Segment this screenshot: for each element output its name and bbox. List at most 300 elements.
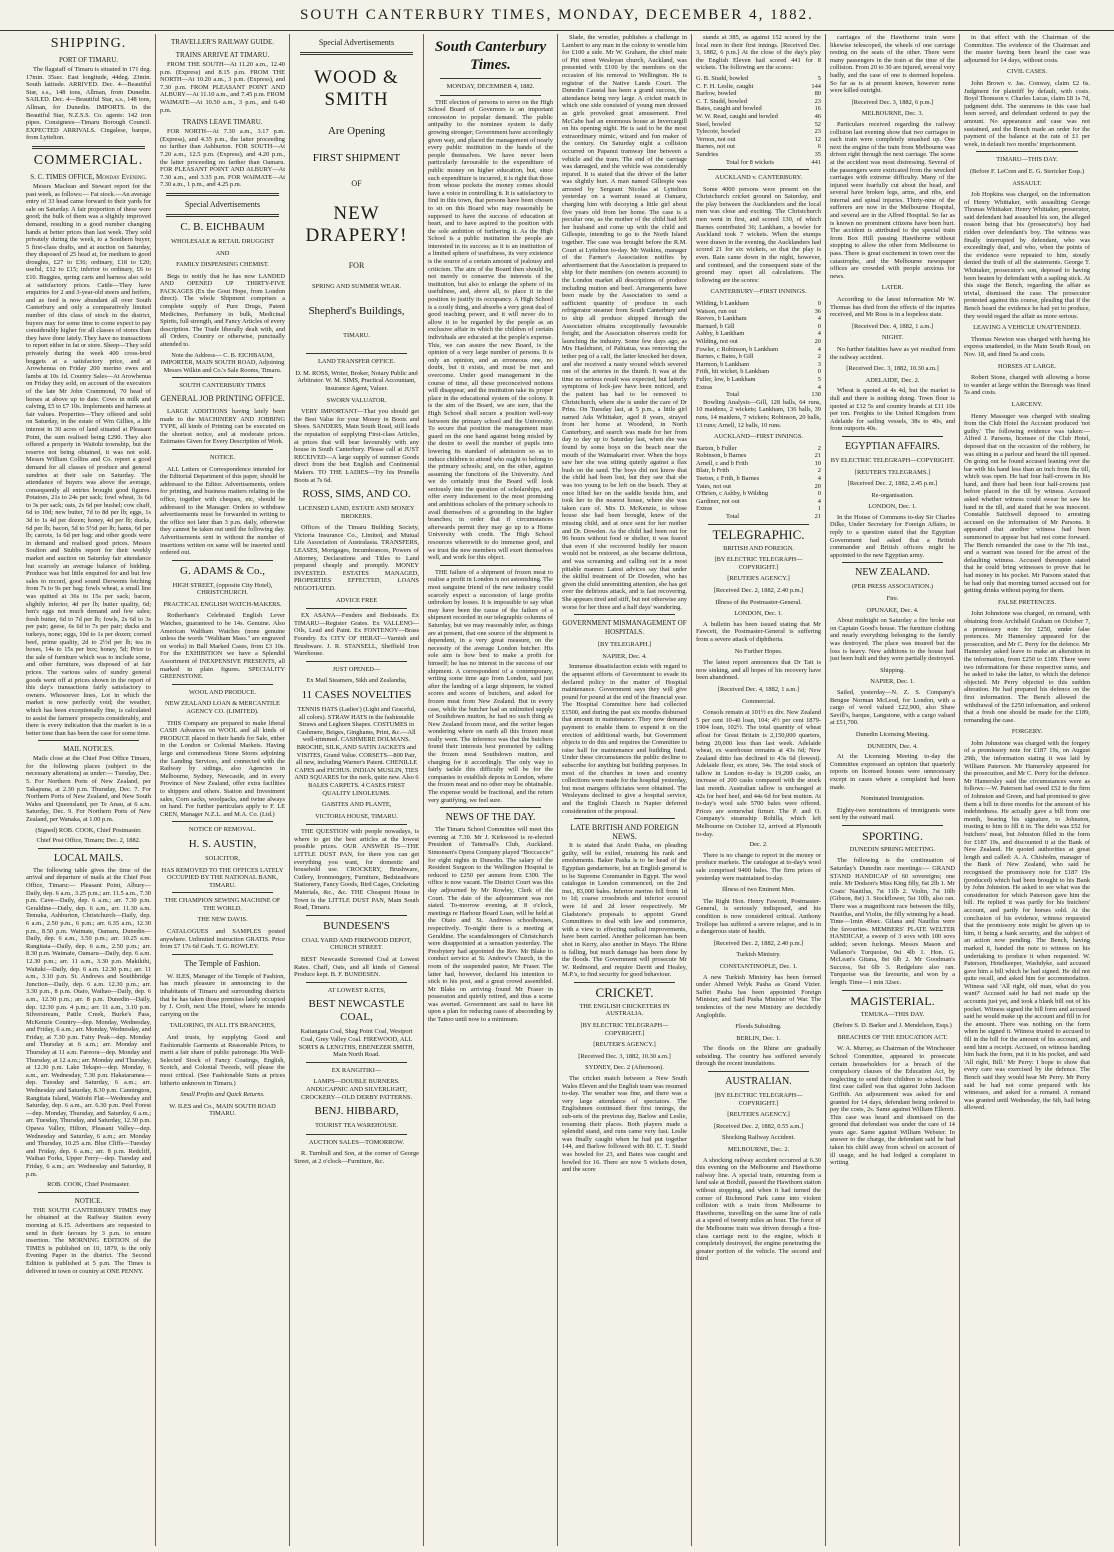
- advice-free: ADVICE FREE: [335, 596, 378, 604]
- sporting-heading: SPORTING.: [862, 828, 923, 843]
- column-2: [156, 34, 290, 1546]
- trains-arrive-text: FROM THE SOUTH—At 11.20 a.m., 12.40 p.m. (Express) and 8.15 p.m. FROM THE NORTH—At 10.20 a.m., 3 p.m. (Express), and 7.30 p.m. FROM PLEASANT POINT AND ALBURY—At 11.10 a.m., and 7.45 p.m. FROM WAIMATE—At 10.50 a.m., 3 p.m., and 6.40 p.m.: [160, 61, 285, 114]
- batsman-runs: 2: [817, 353, 821, 361]
- batsman-runs: 36: [814, 307, 821, 315]
- batsman-name: Fuller, low, b Lankham: [696, 375, 756, 383]
- batsman-name: Harmon, b Lankham: [696, 360, 750, 368]
- just-opened-sub: Ex Mail Steamers, Sikh and Zealandia,: [306, 677, 407, 685]
- ross-sims-text: Offices of the Timaru Building Society, Victoria Insurance Co., Limited, and Mutual Life Association of Australasia. TRANSFERS, LEASES, Mortgages, Incumbrances, Powers of Attorney, Declarations and Titles to Land prepared cheaply and promptly. MONEY INVESTED. ESTATES MANAGED, PROPERTIES EFFECTED, LOANS NEGOTIATED.: [294, 524, 419, 593]
- commercial-text: Messrs Maclean and Stewart report for the past week, as follows:— Fat stock.—An average entry of 33 head came forward to their yards for sale on Saturday. A fair proportion of these were good; the bulk of them was a slightly improved demand, resulting in a good number changing hands at better prices than last week. They sold privately during the week, to a Southern buyer, 5 first-class drafts, and at auction on Saturday, they disposed of 25 head at, for medium to good droughts, £27 to £36; ordinary, £18 to £20; useful, £12 to £15; inferior to ordinary, £6 to £10. Buggies, spring carts and harness also sold at satisfactory prices. Cattle—They have enquiries for 2 and 3-year-old steers and heifers, and as feed is now abundant all over South Canterbury and only a comparatively limited number of this class of stock in the district, buyers may for some time to come expect to pay considerably higher for all classes of stores than they have done lately. They have no transactions to report either in fat or store. Sheep—They sold privately during the week 400 cross-bred hoggets at a satisfactory price, and at Arowhenua on Friday 200 merino ewes and lambs at 10s 1d. Country Sales—At Arowhenua on Friday they sold, on account of the executors of the late Mr John Crammond, 70 head of horses at above up to date. Cows in milk and calving, £5 to £7 10s. Implements and harness at fair values. Properties—They offered and sold on Saturday, in the estate of Wm Gillies, a life interest in 30 acres of land situated at Pleasant Point, the sum realised being £290. They also offered a property in Waitohi township, but the reserve not being obtained, it was not sold. Messrs William Collins and Co. report a good demand for all classes of produce and general sundries at their sale on Saturday. The attendance of buyers was above the average, consequently all entries brought good figures. Potatoes, 21s to 24s per sack; fowl wheat, 3s 6d to 3s per sack; oats, 2s 6d per bushel; cow chaff, 6d to 10d; new butter, 7d to 8d per lb; eggs, 1s 3d to 1s 4d per dozen; honey, 4d per lb; ducks, 6d per lb; bacon, 5d to 5½d per lb; hams, 6d per lb; carrots, 1s 6d per bag; and other goods were in demand and realised good prices. Messrs Soulton and Stubbs report for their weekly market and auction on Saturday fair attendance but scarcely an average balance of bidding. Produce was but little enquired for and but few sales to record, good sound Derwents fetching from 7s to 9s per bag; fowls wheat, a small line was quitted at 36s to 15s per sack; bacon, slightly inferior, 4d per lb; butter quality, 6d; hen's eggs not much demand and few sales; fresh butter, 6d to 7d per lb; fowls, 2s 6d to 3s per pair; geese, 6s 6d to 7s per pair; ducks and turkeys, none; eggs, 10d to 1s per dozen; corned beef, prime quality, 2d to 2½d per lb; tea in boxes, 14s to 15s per box; honey, 5d; Prior to the sale of furniture which was to include some, and other furniture, was disposed of at fair prices. The various sales of sundry general goods went off at prices shown in the report of this day's transactions fairly satisfactory to owners. Whosoever lines, Lot in which the market is now perfectly void; the weather, which has been exceptionally fine, is calculated to assist the farmers' prospects considerably, and there is every indication that the market is in a better tone than has been the case for some time.: [26, 182, 151, 737]
- fire-text: About midnight on Saturday a fire broke out on Captain Good's house. The furniture clothing and nearly everything belonging to the family was destroyed. The place was insured but the loss is heavy. New additions to the house had just been built and they were partially destroyed.: [830, 617, 955, 663]
- batsman-runs: 4: [817, 330, 821, 338]
- batsman-name: Blair, b Frith: [696, 467, 729, 475]
- wood-smith-of: OF: [351, 179, 362, 188]
- notice-text: ALL Letters or Correspondence intended for the Editorial Department of this paper, should be addressed to the Editor. Advertisements, orders for printing, and business matters relating to the office, together with cheques, etc, should be addressed to the Manager. Orders to withdraw advertisements must be forwarded in writing to the office not later than 3 p.m. daily, otherwise they cannot be taken out until the following day. Advertisements sent in without the number of insertions written on same will be inserted until ordered out.: [160, 465, 285, 557]
- bowling-analysis: Bowling Analysis—Gill, 128 balls, 64 runs, 10 maidens, 2 wickets; Lankham, 136 balls, 39 runs, 14 maidens, 7 wickets; Robinson, 20 balls, 13 runs; Arnell, 12 balls, 10 runs.: [696, 398, 821, 429]
- egyptian-affairs-heading: EGYPTIAN AFFAIRS.: [845, 440, 940, 452]
- printing-subheading: GENERAL JOB PRINTING OFFICE.: [160, 394, 285, 403]
- divider: [172, 892, 273, 893]
- hospitals-text: Immense dissatisfaction exists with regard to the apparent efforts of Government to evade its declared policy in the matter of Hospital maintenance. Government says they will give pound for pound at the end of the financial year. The Hospital Committee here had collected £1500, and during the past six months disbursed that amount in maintenance. They now demand payment to enable them to expend it on the erection of additional wards, but Government objects to do this and requires the Committee to raise half for maintenance and building fund. Under these circumstances the public decline to subscribe for anything but building purposes. In most of the churches in town and country collections were made for the hospital yesterday, but most mangers officiates were obtained. The Wesleyans declined to give a hospital service, and the English Church in Napier deferred consideration of the proposal.: [562, 663, 687, 815]
- bundesen-sub: COAL YARD AND FIREWOOD DEPOT, CHURCH STREET.: [301, 936, 412, 952]
- batsman-runs: 2: [817, 467, 821, 475]
- score-row: [696, 361, 821, 369]
- fire-heading: Fire.: [886, 595, 899, 603]
- telegraphic-received: [Received Dec. 2, 1882, 2.40 p.m.]: [713, 587, 804, 594]
- divider: [166, 193, 279, 196]
- night-text: No further fatalities have as yet resulted from the railway accident.: [830, 345, 955, 361]
- licensing-text: At the Licensing Meeting to-day the Committee expressed an opinion that quarterly reports on licensed houses were unnecessary except in cases where a complaint had been made.: [830, 753, 955, 791]
- coal-text: Kaitangata Coal, Shag Point Coal, Westport Coal, Grey Valley Coal. FIREWOOD, ALL SORTS & LENGTHS, EBENEZER SMITH, Main North Road.: [298, 1028, 415, 1059]
- telegraphic-agency: [REUTER'S AGENCY.]: [727, 575, 790, 583]
- batsman-runs: 4: [817, 383, 821, 391]
- wood-smith-first: FIRST SHIPMENT: [312, 152, 401, 164]
- london-dateline: LONDON, Dec. 1.: [734, 610, 783, 618]
- late-news-text: It is stated that Arabi Pasha, on pleading guilty, will be exiled, retaining his rank and emoluments. Baker Pasha is to be head of the Egyptian gendarmerie, but an English general is to be Supreme Commander in Egypt. The wool catalogue in London commenced, on the 2nd inst., 83,000 bales. Inferior merino fell from 1d to 1d; coarse crossbreds and inferior scoured were 1d and 2d lower respectively. Mr Gladstone's proposals to appoint Grand Committees to deal with law and commerce, with a view to effecting radical improvements, have been carried. Another policeman has been shot in Kerry, also another in Mayo. The Rhine is falling, but much damage has been done by the floods. The Government will prosecute Mr W. Redmond, and require Davitt and Healey, M.P.'s, to find security for good behaviour.: [562, 842, 687, 979]
- divider: [306, 353, 407, 354]
- hibbard-sub: TOURIST TEA WAREHOUSE.: [315, 1122, 398, 1130]
- divider: [440, 565, 541, 566]
- austin-name: H. S. AUSTIN,: [188, 837, 257, 850]
- divider: [300, 52, 413, 55]
- total-value: 21: [814, 513, 821, 521]
- hibbard-name: BENJ. HIBBARD,: [314, 1105, 399, 1118]
- batsman-name: Extras: [696, 505, 713, 513]
- later-text: According to the latest information Mr W. Thomas has died from the effects of the injuries received, and Mr Ross is in a hopeless state.: [830, 296, 955, 319]
- divider: [172, 954, 273, 955]
- cricket-received: [Received Dec. 3, 1882, 10.30 a.m.]: [578, 1052, 671, 1060]
- stansell-text: EX ASANA—Fenders and Bedsteads. Ex TIMARU—Register Grates. Ex VALLENO—Oils, Lead and Paint. Ex FONTENOY—Brass Foundry. Ex CITY OF HERAT—Varnish and Brushware. J. R. STANSELL, Sheffield Iron Warehouse.: [294, 612, 419, 658]
- rangitiki-text: LAMPS—DOUBLE BURNERS. ANDUCAPNIC AND SILVERLIGHT, CROCKERY—OLD DERBY PATTERNS.: [300, 1078, 413, 1101]
- immigration-text: Eighty-two nominations of immigrants were sent by the outward mail.: [830, 806, 955, 822]
- wood-smith-name: WOOD & SMITH: [314, 67, 399, 110]
- assault-text: Job Hopkins was charged, on the information of Henry Whittaker, with assaulting George Thomas Whittaker. Henry Whittaker, prosecutor, said defendant had assaulted his son, the alleged reason being that his (prosecutor's) boy had ridden over defendant's boy. The witness was finally interrupted by defendant, who was exceedingly deaf, and who, when the points of the evidence were repeated to him, stoutly denied the truth of all the statements. George T. Whittaker, prosecutor's son, deposed to having been beaten by defendant with a sapling stick. At this stage the Bench, regarding the affair as trivial, dismissed the case. The prosecutor protested against this course, pleading that if the Bench heard the evidence he had yet to produce, they would regard the affair as more serious.: [964, 191, 1090, 320]
- vehicle-heading: LEAVING A VEHICLE UNATTENDED.: [973, 324, 1081, 332]
- hospitals-heading: GOVERNMENT MISMANAGEMENT OF HOSPITALS.: [562, 619, 687, 637]
- commercial-dateline: S. C. TIMES OFFICE, Monday Evening.: [30, 172, 147, 181]
- divider: [574, 614, 675, 615]
- australian-byline: [BY ELECTRIC TELEGRAPH—COPYRIGHT.]: [714, 1092, 803, 1107]
- local-mails-signature: ROB. COOK, Chief Postmaster.: [47, 1181, 130, 1189]
- sworn-valuator: SWORN VALUATOR.: [326, 396, 387, 404]
- melbourne-dateline: MELBOURNE, Dec. 2.: [727, 1146, 790, 1154]
- score-row: [696, 83, 821, 91]
- trains-leave-text: FOR NORTH—At 7.30 a.m., 3.17 p.m. (Express), and 4.35 p.m., the latter proceeding no farther than Ashburton. FOR SOUTH—At 7.20 a.m., 12.5 p.m. (Express), and 4.20 p.m., the latter proceeding no farther than Oamaru. FOR PLEASANT POINT AND ALBURY—At 7.30 a.m., and 3.35 p.m. FOR WAIMATE—At 7.30 a.m., 1 p.m., and 4.25 p.m.: [160, 128, 285, 189]
- batsman-runs: 0: [817, 300, 821, 307]
- score-row: [696, 353, 821, 361]
- leader-article: THE election of persons to serve on the High School Board of Governors is an important concession to popular demand. The public antipathy to the nominee system is daily growing stronger; Government have accordingly given way, and placed the management of nearly every public institution in the hands of the people themselves. We have never been particularly favourable to the expenditure of public money on higher education, but, since such expenditure is incurred, it is right that those from whose pockets the money comes should have a voice in controlling it. It is satisfactory to find in this town, that persons have been chosen to sit on this Board who may reasonably be supposed to have the success of education at heart, and to have aspired to the position with the sole ambition of furthering it. As the High School is a public institution the people are interested in its success; as it is an institution of a limited sphere of usefulness, its very existence is the source of a certain amount of jealousy and criticism. The aim of the Board then should be, not merely to conserve the interests of the institution, but also to enlarge the sphere of its usefulness, and, above all, to place it in the position to justify its occupancy. A High School is a costly thing, and absorbs a very great deal of good teaching power, and it will never do to allow it to be regarded by the people as an exclusive affair in which the children of certain individuals are educated at the people's expense. This, we can assure the new Board, is the opinion of a very large number of persons. It is only an opinion, and an erroneous one, no doubt, but it exists, and must be met and overcome. Under good management in the course of time, all these preconceived notions will disappear, and the institution take its proper place in the educational system of the colony. It is the aim of the Board, we are sure, that the High School shall secure a position well-way between the primary school and the University. To secure that position the management must guard on the one hand against being misled by the desire to swell the number of pupils into lowering its standard of admission so as to induce children to attend who ought to belong to the primary schools; and, on the other, against assuming the functions of the University. And we do certainly trust the Board will look seriously into the question of scholarships, and offer every inducement to the most promising and ambitious scholars of the primary schools to avail themselves of a grounding in the higher branches; in order that if circumstances afterwards permit they may go up to a Home University with credit. The High School resources wherewith to do immense good, and we trust the new members will exert themselves well, and work for this object.: [428, 98, 553, 562]
- english-total-row: [696, 159, 821, 167]
- divider: [172, 449, 273, 450]
- divider: [306, 1062, 407, 1063]
- batsman-runs: 4: [817, 315, 821, 323]
- score-row: [696, 323, 821, 331]
- score-row: [696, 384, 821, 392]
- divider: [32, 146, 145, 149]
- batsman-runs: 10: [814, 459, 821, 467]
- ross-sims-trade: LICENSED LAND, ESTATE AND MONEY BROKERS.: [298, 505, 415, 520]
- batsman-runs: 20: [814, 337, 821, 345]
- fashion-heading: The Temple of Fashion.: [184, 958, 261, 968]
- sewing-subheading: THE NEW DAVIS.: [197, 916, 248, 924]
- batsman-name: O'Brien, c Ashby, b Wilding: [696, 490, 769, 498]
- batsman-runs: 52: [814, 120, 821, 128]
- education-act-heading: BREACHES OF THE EDUCATION ACT.: [837, 1033, 948, 1041]
- horses-heading: HORSES AT LARGE.: [998, 362, 1056, 370]
- divider: [440, 78, 541, 79]
- divider: [842, 562, 943, 563]
- temuka-heading: TEMUKA—THIS DAY.: [860, 1010, 925, 1018]
- divider: [306, 608, 407, 609]
- press-association-byline: (PER PRESS ASSOCIATION.): [851, 583, 934, 591]
- opunake-dateline: OPUNAKE, Dec. 4.: [866, 606, 919, 614]
- egypt-byline: BY ELECTRIC TELEGRAPH—COPYRIGHT.: [830, 456, 955, 464]
- auckland-total-row: [696, 513, 821, 521]
- mail-office: Chief Post Office, Timaru; Dec. 2, 1882.: [36, 837, 141, 845]
- divider: [172, 377, 273, 378]
- score-row: [696, 136, 821, 144]
- batsman-name: Vernon, not out: [696, 135, 736, 143]
- hospitals-byline: [BY TELEGRAPH.]: [597, 641, 652, 649]
- paper-title: South Canterbury Times.: [434, 39, 547, 73]
- divider: [708, 1071, 809, 1072]
- canterbury-innings-heading: CANTERBURY—FIRST INNINGS.: [710, 288, 807, 296]
- adams-text: Rotherham's Celebrated English Lever Watches, guaranteed to be 14s. Genuine. Also American Waltham Watches (none genuine unless the words "Waltham Mass." are engraved on works) in Ball Marked Cases, from £3 10s. For the EXHIBITION we have a Splendid Assortment of INEXPENSIVE PRESENTS, all marked in plain figures. SPECIALITY GREENSTONE.: [160, 612, 285, 681]
- fashion-text-2: And trusts, by supplying Good and Fashionable Garments at Reasonable Prices, to merit a fair share of public patronage. His Well-Selected Stock of Fancy Coatings, English, Scotch, and Colonial Tweeds, will please the most critical. (See Fashionable Suits at prices hitherto unknown in Timaru.): [160, 1034, 285, 1087]
- local-mails-text: The following table gives the time of the arrival and departure of mails at the Chief Post Office, Timaru:— Pleasant Point, Albury—Daily, dep. 6 a.m., 3.25 p.m.; arr. 11.5 a.m., 7.30 p.m. Cave—Daily, dep. 6 a.m.; arr. 7.30 p.m. Geraldine—Daily, dep. 6 a.m., arr. 11.30 a.m. Temuka, Ashburton, Christchurch—Daily, dep. 6 a.m., 2.50 p.m., 6 p.m.; arr. 6.35 a.m., 12.30 p.m., 8.50 p.m. Waimate, Oamaru, Dunedin—Daily, dep. 6 a.m., 3.50 p.m.; arr. 10.25 a.m. Rangitata—Daily, dep. 6 a.m., 2.50 p.m.; arr. 8.30 p.m. Waimate, Oamaru—Daily, dep. 6 a.m. 12.30 p.m.; arr. 11 a.m., 3.30 p.m. Makikihi, Waitaki—Daily, dep. 6 a.m. 12.30 p.m.; arr. 11 a.m., 3.10 p.m. St. Andrews and Southbridge Junction—Daily, dep. 6 a.m. 12.30 p.m.; arr. 3.30 p.m., 8 p.m. Otaio, Waihao—Daily, dep. 6 a.m., 12.30 p.m.; arr. 8 p.m. Dunedin—Daily, dep. 12.30 p.m. 4 p.m.; arr. 11 a.m., 3.10 p.m. Silverstream, Pattle Creek, Burke's Pass, McKenzie Country—dep. Monday, Wednesday, and Friday, 6 a.m.; arr. Monday, Wednesday, and Friday, at 7.30 p.m. Fairy Peak—dep. Monday and Thursday at 6 a.m.; arr. Monday and Thursday at 11 a.m. Fareora—dep. Monday and Thursday, at 12 a.m.; arr. Monday and Thursday, at 12.30 p.m. Lake Tekapo—dep. Monday, 6 a.m., arr. Wednesday, 7.30 p.m. Hakataramea—dep. Tuesday and Saturday, 6 a.m.; arr. Wednesday and Saturday, 8.30 p.m. Cannington, Rangitata Island, Waitohi Flat—Wednesday and Saturday, dep. 6 a.m., arr. 6.30 p.m. Peel Forest—dep. Monday, Thursday, and Saturday, 6 a.m.; arr. Tuesday, Thursday, and Saturday, 12.30 p.m. Opawa Valley, Hilton, Pleasant Valley—dep. Wednesday and Saturday, 6 a.m.; arr. Monday and Thursday, 10.25 a.m. Blue Cliffs—Tuesday and Friday, dep. 6 a.m.; arr. 8 p.m. Redcliff, Waihao Forks, Upper Ferry—dep. Tuesday and Friday, 6 a.m.; arr. Wednesday and Saturday, 8 p.m.: [26, 866, 151, 1178]
- score-row: [696, 75, 821, 83]
- cricket-byline: [BY ELECTRIC TELEGRAPH—COPYRIGHT.]: [580, 1022, 669, 1037]
- score-row: [696, 505, 821, 513]
- civil-cases-text: John Brown v. Jas. Conway, claim £2 6s. Judgment for plaintiff by default, with costs. Boyd Thomson v. Charles Lucas, claim £8 1s 7d, judgment debt. The summons in this case had been served, and defendant ordered to pay the amount. No appearance and case was not sustained, and the Bench made an order for the payment of the balance at the rate of £1 per week, in default two months' imprisonment.: [964, 79, 1090, 148]
- eichbaum-address: Note the Address— C. B. EICHBAUM, IMPORTER, MAIN SOUTH ROAD, Adjoining Messrs Wilkin and Co.'s Sale Rooms, Timaru.: [160, 351, 285, 374]
- batsman-runs: 0: [817, 490, 821, 498]
- wood-smith-season: SPRING AND SUMMER WEAR.: [311, 283, 401, 290]
- batsman-runs: 16: [814, 105, 821, 113]
- eminent-men-text: The Right Hon. Henry Fawcett, Postmaster-General, is seriously indisposed, and his condition is now considered critical. Anthony Trollope has suffered a severe relapse, and is in a dangerous state of health.: [696, 897, 821, 936]
- wool-subheading: NEW ZEALAND LOAN & MERCANTILE AGENCY CO. (LIMITED).: [165, 700, 280, 715]
- magisterial-heading: MAGISTERIAL.: [850, 993, 935, 1008]
- fashion-text: W. ILES, Manager of the Temple of Fashion, has much pleasure in announcing to the inhabitants of Timaru and surrounding districts that he has taken those premises lately occupied by J. Croft, next Uhe Hotel, where he intends carrying on the: [160, 972, 285, 1018]
- score-row: [696, 452, 821, 460]
- batsman-runs: 5: [817, 375, 821, 383]
- floods-text: The floods on the Rhine are gradually subsiding. The country has suffered severely through the recent inundations.: [696, 1045, 821, 1068]
- divider: [166, 214, 279, 217]
- printing-heading: SOUTH CANTERBURY TIMES: [179, 382, 266, 390]
- received-line-2: [Received Dec. 4, 1882, 1 a.m.]: [851, 322, 934, 330]
- telegraphic-byline: [BY ELECTRIC TELEGRAPH—COPYRIGHT.]: [714, 556, 803, 571]
- shipping-heading: SHIPPING.: [50, 36, 127, 51]
- shipping-text: The flagstaff of Timaru is situated in 171 deg. 17min. 35sec. East longitude, 44deg. 23min. South latitude. ARRIVED. Dec. 4—Beautiful Star, s.s., 148 tons, Allman, from Dunedin. SAILED. Dec. 4—Beautiful Star, s.s., 148 tons, Allman, for Dunedin. IMPORTS. In the Beautiful Star, N.Z.S.S. Co. agents: 142 iron pipes. Consignees—Timaru Borough Council. EXPECTED ARRIVALS. Cingalese, barque, from Lyttelton.: [26, 66, 151, 142]
- score-row: [696, 113, 821, 121]
- divider: [306, 824, 407, 825]
- wood-smith-opening: Are Opening: [327, 125, 386, 137]
- timaru-bench: (Before F. LeCren and E. G. Stericker Esqs.): [969, 167, 1085, 175]
- score-row: [696, 475, 821, 483]
- score-row: [696, 308, 821, 316]
- divider: [440, 95, 541, 96]
- dunedin-dateline: DUNEDIN, Dec. 4.: [867, 742, 918, 750]
- reorganisation-heading: Re-organisation.: [871, 491, 914, 499]
- column-7: [826, 34, 960, 1546]
- tailoring-line: TAILORING, IN ALL ITS BRANCHES,: [169, 1022, 276, 1030]
- masthead: SOUTH CANTERBURY TIMES, MONDAY, DECEMBER 4, 1882.: [0, 0, 1114, 31]
- london-dateline: LONDON, Dec. 1.: [868, 503, 917, 511]
- ross-sims-firm: ROSS, SIMS, AND CO.: [302, 488, 411, 501]
- divider: [440, 807, 541, 808]
- divider: [842, 436, 943, 437]
- adams-address: HIGH STREET, (opposite City Hotel), CHRISTCHURCH.: [172, 581, 273, 597]
- auckland-innings-heading: AUCKLAND—FIRST INNINGS.: [713, 433, 803, 441]
- wood-smith-place: Shepherd's Buildings,: [308, 304, 405, 317]
- notice-heading: NOTICE.: [209, 453, 236, 461]
- batsman-name: Steel, bowled: [696, 120, 731, 128]
- land-transfer-names: D. M. ROSS, Writer, Broker, Notary Public and Arbitrator. W. M. SIMS, Practical Accountant, Insurance Agent, Valuer.: [295, 369, 418, 392]
- divider: [172, 684, 273, 685]
- score-row: [696, 368, 821, 376]
- australian-agency: [REUTER'S AGENCY.]: [727, 1111, 790, 1119]
- received-line-3: [Received Dec. 3, 1882, 10.30 a.m.]: [846, 365, 939, 373]
- fashion-signature: W. ILES and Co., MAIN SOUTH ROAD TIMARU.: [169, 1102, 276, 1118]
- score-row: [696, 346, 821, 354]
- just-opened: JUST OPENED—: [332, 665, 381, 673]
- wool-heading: WOOL AND PRODUCE.: [188, 688, 257, 696]
- commercial-heading: COMMERCIAL.: [33, 152, 144, 168]
- score-row: [696, 467, 821, 475]
- english-scores-table: [696, 75, 821, 159]
- divider: [574, 818, 675, 819]
- telegraphic-heading: TELEGRAPHIC.: [712, 526, 805, 542]
- batsman-runs: 23: [814, 97, 821, 105]
- notice-text: THE SOUTH CANTERBURY TIMES may be obtained at the Railway Station every morning at 6.15. Advertisers are requested to send in their favours by 3 p.m. to ensure insertion. The MORNING EDITION of the TIMES is published on 10, 1879, is the only Evening Paper in the district. The Second Edition is published at 5 p.m. The Times is delivered in town or country at ONE PENNY.: [26, 1206, 151, 1275]
- received-line: [Received Dec. 3, 1882, 6 p.m.]: [851, 98, 934, 106]
- napier-dateline: NAPIER, Dec. 1.: [870, 678, 915, 686]
- australian-received: [Received Dec. 2, 1882, 0.55 a.m.]: [713, 1122, 804, 1130]
- telegraphic-subheading: BRITISH AND FOREIGN.: [723, 544, 794, 552]
- divider: [38, 848, 139, 849]
- auckland-canterbury-heading: AUCKLAND v. CANTERBURY.: [714, 174, 803, 182]
- austin-text: HAS REMOVED TO THE OFFICES LATELY OCCUPIED BY THE NATIONAL BANK, TIMARU.: [161, 866, 284, 889]
- postmaster-illness-heading: Illness of the Postmaster-General.: [715, 598, 802, 606]
- score-row: [696, 90, 821, 98]
- egypt-text: In the House of Commons to-day Sir Charles Dilke, Under Secretary for Foreign Affairs, in reply to a question stated that the Egyptian Government had asked that a British commander and British officers might be appointed to the new Egyptian army.: [830, 513, 955, 559]
- column-5: [558, 34, 692, 1546]
- false-pretences-heading: FALSE PRETENCES.: [997, 598, 1057, 606]
- score-row: [696, 151, 821, 159]
- divider: [708, 524, 809, 525]
- news-of-the-day-heading: NEWS OF THE DAY.: [445, 812, 536, 824]
- batsman-runs: 4: [817, 345, 821, 353]
- batsman-name: Sundries: [696, 150, 719, 158]
- constantinople-dateline: CONSTANTINOPLE, Dec. 1.: [719, 962, 798, 970]
- auction-heading: AUCTION SALES—TOMORROW.: [308, 1138, 405, 1146]
- melbourne-dateline: MELBOURNE, Dec. 3.: [861, 110, 924, 118]
- austin-title: SOLICITOR,: [205, 854, 240, 862]
- notice-heading: NOTICE.: [74, 1196, 103, 1205]
- hospitals-dateline: NAPIER, Dec. 4.: [602, 652, 647, 660]
- divider: [708, 169, 809, 170]
- eichbaum-and: AND: [215, 249, 230, 257]
- batsman-name: Robinson, b Barnes: [696, 452, 747, 460]
- batsman-runs: 6: [817, 143, 821, 151]
- batsman-name: W. W. Read, caught and bowled: [696, 112, 778, 120]
- false-pretences-text: John Johnstone was charged, on remand, with obtaining from Archibald Graham on October 7, a promissory note for £250, under false pretences. Mr Hamersley appeared for the prosecution, and Mr C. Perry for the defence. Mr Hamersley asked leave to make an alteration in the information, from £250 to £189. There were two informations for these respective sums, and he asked to take the latter, to which the defence objected. Mr Perry objected to this sudden alteration. He had prepared his defence on the first information. The Bench allowed the withdrawal of the £250 information, and ordered that a fresh one should be made for the £189, remanding the case.: [964, 610, 1090, 724]
- score-row: [696, 128, 821, 136]
- shipping-nz-text: Sailed, yesterday—N. Z. S. Company's Bengue Norman McLeod, for London, with a cargo of wool valued £22,900, also Shaw Savill's, barque, Langstone, with a cargo valued at £51,700.: [830, 688, 955, 727]
- trains-arrive-heading: TRAINS ARRIVE AT TIMARU.: [175, 51, 270, 59]
- batsman-runs: 2: [817, 444, 821, 452]
- divider: [306, 661, 407, 662]
- railway-accident-text: A shocking railway accident occurred at 6.30 this evening on the Melbourne and Hawthorne railway line. A special train, returning from a land sale at Boxhill, passed the Hawthorn station without stopping, and when it had turned the corner of Richmond Park came into violent collision with a train from Melbourne to Hawthorne, travelling on the same line of rails at a speed of twenty miles an hour. The force of the Melbourne train was driven through a first-class carriage next to the engine, which it completely destroyed, the engine penetrating the greater portion of the vehicle. The second and third: [696, 1156, 821, 1263]
- new-zealand-heading: NEW ZEALAND.: [855, 567, 930, 579]
- shipping-nz-heading: Shipping.: [880, 666, 905, 674]
- column-3: [290, 34, 424, 1546]
- licensing-heading: Dunedin Licensing Meeting.: [855, 730, 930, 738]
- adelaide-text: Wheat is quoted at 4s 4d, but the market is dull and there is nothing doing. Town flour is quoted at £12 5s and country brands at £11 10s per ton. Freights to the United Kingdom from Adelaide for sailing vessels, 38s to 40s, and from outports 40s.: [830, 387, 955, 433]
- batsman-name: Teeton, c Frith, b Barnes: [696, 475, 760, 483]
- cricket-agency: [REUTER'S AGENCY.]: [593, 1041, 656, 1049]
- gabites-address: VICTORIA HOUSE, TIMARU.: [315, 812, 398, 820]
- news-of-the-day-text: The Timaru School Committee will meet this evening at 7.30. Mr J. Kirkwood is re-elected President of Tattersall's Club, Auckland. Simonsen's Opera Company played "Boccaccio" for eight nights in Dunedin. The salary of the Resident Surgeon to the Wellington Hospital is reduced to £250 per annum from £300. The office is now vacant. The District Court was this day adjourned by Mr Rowley, Clerk of the Court. The date of the adjournment was not stated. To-morrow evening, at 8 o'clock, meetings re Harbour Board Loan, will be held at the Otaio and St. Andrews schoolhouses, respectively. To-night there is a meeting at Geraldine. The scandalmongers of Christchurch were disappointed at a sensation yesterday. The Presbytery had appointed the Rev. Mr Blake to conduct service at St. Andrew's Church, in the room of the suspended pastor, Mr Fraser. The latter had, however, declared his intention to stick to his post, and a great crowd assembled. Mr Blake on arriving found Mr Fraser in possession and quietly retired, and thus a scene was averted. Government are said to have hit upon a plan for reducing cases of absconding by the Tattoo until now to a minimum.: [428, 826, 553, 1024]
- dust-pan-text: THE QUESTION with people nowadays, is where to get the best articles at the lowest possible prices. OUR ANSWER IS—THE LITTLE DUST PAN, for there you can get everything you want, for domestic and household use. CROCKERY, Brushware, Cutlery, Ironmongery, Furniture, Bedsteadware Stationery, Fancy Goods, Bird Cages, Cricketing Materials, &c., &c. THE Cheapest House in Town is the LITTLE DUST PAN, Main South Road, Timaru.: [294, 828, 419, 912]
- batsman-name: Ashby, b Lankham: [696, 330, 745, 338]
- wool-text: THIS Company are prepared to make liberal CASH Advances on WOOL and all kinds of PRODUCE placed in their hands for Sale, either in the London or Colonial Markets. Having large and commodious Stone Stores adjoining the Landing Services, and connected with the Railway by sidings, also Agencies in Melbourne, Sydney, Newcastle, and in every Province of New Zealand, offer extra facilities to shippers and others. Station and Investment sales, Corn sacks, woolpacks, and twine always on hand. For further particulars apply to F. LE CREN, Manager N.Z.L. and M.A. Co. (Ltd.): [160, 719, 285, 818]
- score-row: [696, 445, 821, 453]
- batsman-runs: 80: [814, 90, 821, 98]
- score-row: [696, 498, 821, 506]
- column-1: [22, 34, 156, 1546]
- accident-continued-text: carriages of the Hawthorne train were likewise telescoped, the wheels of one carriage resting on the seats of the other. There were many passengers in the train at the time of the collision. From 20 to 30 are injured, several very badly, and the case of one is deemed hopeless. So far as is at present known, however none were killed outright.: [830, 34, 955, 95]
- batsman-name: Yates, not out: [696, 482, 732, 490]
- telegraphic-received-2: [Received Dec. 4, 1882, 1 a.m.]: [717, 685, 800, 693]
- horses-text: Robert Stone, charged with allowing a horse to wander at large within the Borough was fined 5s and costs.: [964, 374, 1090, 397]
- wood-smith-for: FOR: [348, 261, 365, 270]
- eichbaum-text: Begs to notify that he has now LANDED AND OPENED UP THIRTY-FIVE PACKAGES (Ex the Gout Hope, from London direct). The whole Shipment comprises a complete supply of Pure Drugs, Patent Medicines, Perfumery in bulk, Medicinal Spirits, full strength, and Fancy Articles of every description. The Trade liberally dealt with, and all Orders, Country or otherwise, punctually attended to.: [160, 272, 285, 349]
- cricket-text: The cricket match between a New South Wales Eleven and the English team was resumed to-day. The weather was fine, and there was a very large attendance of spectators. The Englishmen continued their first innings, the sub-sets of the previous day, Barlow and Leslie, resuming their places. Both players made a splendid stand, and runs came very fast. Leslie was finally caught when he had put together 144, and Barlow followed with 80. C. T. Studd was bowled for 23, and Bates was caught and bowled for 16. There are now 5 wickets down, and the score: [562, 1075, 687, 1174]
- divider: [172, 821, 273, 822]
- batsman-name: Tylecote, bowled: [696, 128, 740, 136]
- column-6: [692, 34, 826, 1546]
- batsman-name: C. F. H. Leslie, caught: [696, 82, 754, 90]
- batsman-name: Barnes, c Bates, b Gill: [696, 353, 754, 361]
- civil-cases-heading: CIVIL CASES.: [1007, 68, 1047, 76]
- batsman-name: Barnard, b Gill: [696, 322, 735, 330]
- batsman-runs: 5: [817, 74, 821, 82]
- batsman-runs: 12: [814, 135, 821, 143]
- batsman-name: C. T. Studd, bowled: [696, 97, 747, 105]
- leader-article-2: THE failure of a shipment of frozen meat to realise a profit in London is not astonishing. The most sanguine friend of the new industry could scarcely expect a succession of large profits unbroken by losses. It is impossible to say what may have been the cause of the failure of a shipment recorded in our telegraphic columns of Saturday, but we may reasonably infer, as things are at present, that one source of the shipment is dependent, in a very great measure, on the necessity of the average London butcher. His sole aim is how best to make a profit for himself; he has no interest in the success of our shipment. A correspondent of a contemporary, writing some time ago from London, said just after the landing of a large shipment, he visited scores and scores of butchers, and asked for frozen meat from New Zealand. But in every case, while the butcher had an unlimited supply of Southdown mutton, he had no such thing as New Zealand frozen meat, and the writer began wondering where on earth all this frozen meat really went. The inference was that the butchers found their interests best promoted by calling the frozen meat Southdown mutton, and charging for it accordingly. The only way to fairly tackle this difficulty will be for the companies to establish depots in London, where the frozen meat and no other may be obtainable. The expense would be fractional, and the return very gratifying, we feel sure.: [428, 568, 553, 804]
- batsman-name: Fowler, c Robinson, b Lankham: [696, 345, 779, 353]
- collision-particulars-text: Particulars received regarding the railway collision last evening show that two carriages in each train were completely smashed up. One next the engine of the train from Melbourne was driven right through the next carriage. The scene at the accident was most distressing. Several of the passengers were extricated from the wrecked carriages with extreme difficulty. Many of the injured were fearfully cut about the head, and several have broken legs, arms, and ribs, and internal and spinal injuries. Thirty-nine of the sufferers are now in the Melbourne Hospital, and several are in the Alfred Hospital. So far as is known no prominent citizens have been hurt. The accident is attributed to the special train from Box Hill passing Hawthorne without stopping to allow the other from Melbourne to pass. There is great excitement in town over the catastrophe, and the Melbourne newspaper offices are crowded with people anxious for news.: [830, 120, 955, 280]
- postmaster-illness-text: A bulletin has been issued stating that Mr Fawcett, the Postmaster-General is suffering from a severe attack of diphtheria.: [696, 620, 821, 643]
- batsman-name: Barlow, bowled: [696, 90, 737, 98]
- adams-trade: PRACTICAL ENGLISH WATCH-MAKERS.: [163, 600, 282, 608]
- adelaide-dateline: ADELAIDE, Dec. 2.: [865, 376, 920, 384]
- vehicle-text: Thomas Newton was charged with having his express unattended, in the Main South Road, on Nov. 18, and fined 5s and costs.: [964, 335, 1090, 358]
- coal-lowest: AT LOWEST RATES,: [327, 986, 386, 994]
- sewing-text: CATALOGUES and SAMPLES posted anywhere. Unlimited instruction GRATIS. Price from £7 17s 6d Cash. T. G. ROWLEY.: [160, 928, 285, 951]
- bundesen-heading: BUNDESEN'S: [323, 919, 390, 932]
- eichbaum-sub: FAMILY DISPENSING CHEMIST.: [176, 261, 269, 269]
- batsman-runs: 1: [817, 505, 821, 513]
- batsman-runs: 4: [817, 475, 821, 483]
- batsman-name: Barnes, not out: [696, 143, 735, 151]
- batsman-name: G. B. Studd, bowled: [696, 74, 749, 82]
- egypt-received: [Received Dec. 2, 1882, 2.45 p.m.]: [847, 480, 938, 488]
- commercial-cable-text: Consols remain at 101½ ex div. New Zealand 5 per cent 10-40 loan, 104; 4½ per cent 1879-1904 loan, 102½. The total quantity of wheat afloat for Great Britain is 2,150,000 quarters, being 20,000 less than last week. Adelaide wheat, ex warehouse remains at 43s 6d; New Zealand ditto has declined to 43s 6d (lowest). Adelaide flour, ex store, 34s. The total stock of tallow in London to-day is 19,200 casks, an increase of 200 casks compared with the stock last month. Australian tallow is unchanged at 42s for beef beef, and 44s 6d for best mutton. At to-day's wool sale 5700 bales were offered. Prices are somewhat firmer. The P. and O. Company's steamship Rohilla, which left Melbourne on October 12, arrived at Plymouth to-day.: [696, 709, 821, 838]
- divider: [38, 740, 139, 741]
- batsman-runs: 4: [817, 497, 821, 505]
- score-row: [696, 105, 821, 113]
- score-row: [696, 121, 821, 129]
- forgery-heading: FORGERY.: [1011, 728, 1043, 736]
- wood-smith-town: TIMARU.: [343, 331, 370, 339]
- berlin-dateline: BERLIN, Dec. 1.: [736, 1034, 781, 1042]
- column-4: [424, 34, 558, 1546]
- batsman-runs: 3: [817, 360, 821, 368]
- batsman-runs: 23: [814, 128, 821, 136]
- land-transfer-text: VERY IMPORTANT—That you should get the Best Value for your Money in Boots and Shoes. SANDERS, Main South Road, still leads the reputation of supplying First-class Articles, at prices that will bear favourably with any house in South Canterbury. Please call at JUST RECEIVED—A large supply of summer Goods direct from the best English and Continental Makers. TO THE LADIES—Try his Prunella Boots at 7s 6d.: [294, 408, 419, 484]
- batsman-name: Reeves, b Lankham: [696, 315, 747, 323]
- batsman-name: Wilding, not out: [696, 337, 738, 345]
- batsman-runs: 46: [814, 112, 821, 120]
- railway-accident-heading: Shocking Railway Accident.: [722, 1134, 795, 1142]
- mail-notices-text: Mails close at the Chief Post Office Timaru, for the following places (subject to the necessary alterations) as under:— Tuesday, Dec. 5. For Northern Ports of New Zealand, per Takapuna, at 2.30 p.m. Thursday, Dec. 7. For Northern Ports of New Zealand, and New South Wales and Queensland, per Te Anau, at 6 a.m. Saturday, Dec. 9. For Northern Ports of New Zealand, per Wanaka, at 1.00 p.m.: [26, 755, 151, 824]
- news-continued-text: Slade, the wrestler, publishes a challenge in Lambert to any man in the colony to wrestle him for £100 a side. Mr W. Graham, the chief mate of Pitt street Wesleyan church, Auckland, was presented with £100 by the members on the occasion of his removal to Wellington. He is registrar of the Native Lands Court. The Dunedin Caustal has been a grand success, the attendance being very large. A cricket match in which one side consisted of young men dressed as girls provoked great amusement. Fred McCabe had an enormous house at Invercargill on his opening night. He is said to be the most extraordinary mimic, wizard and fun maker of the century. On Saturday night a collision occurred on Papanui tramway line between a vehicle and the tram. The end of the carriage was damaged, and the vehicle was considerably injured. It is stated that the driver of the latter was slightly hurt. A man named Gillespie was arrested by Sergeant Nicolas at Lyttelton yesterday on a warrant issued at Oamaru, charging him with decoying a little girl about five years old from her home. The case is a peculiar one, as the mother of the child had left her husband and come up with the child and Gillespie, intending to go to the North Island together. The case was brought before the R.M. Court at Lyttelton to-day. Mr Watkins, manager of the Farmer's Association notifies by advertisement that the Association is prepared to ship for their members (on owners account) to the London market all descriptions of produce including mutton and beef. Arrangements have been made by the Association to send a sufficient quantity of produce in each refrigerator steamer from South Canterbury and to ship all produce shipped through the Association obtains exceptionally favourable freight, and the Association observes credit for launching the industry. Some few days ago, as Mrs Haslehurst, of Pahiatua, was removing the tether peg of a calf, the latter knocked her down, and she received a nasty wound which severed one of the arteries in the thumb. It was at the time no serious result was expected, but latterly symptoms of lock-jaw have been noticed, and the patient has had to be removed to Christchurch, where she is under the care of Dr Prins. On Tuesday last, at 5 p.m., a little girl named Ada Whittaker, aged 8 years, strayed from her home at Woodend, in North Canterbury, and search was made for her from day to day up to Saturday last, when she was found by some boys on the beach near the mouth of the Waimakariri river. When the boys saw her she was sitting quietly against a flax bush on the sand. The boys did not know that the child had been lost, but they saw that she was too young to be left on the beach. They at once lifted her on the saddle beside him, and took her to the nearest house, where she was taken care of. Mrs D. McKenzie, to whose house she had been brought, knew of the missing child, and at once sent for her mother and Dr. Dowden. As the child had been out for 96 hours without food or shelter, it was feared that even if she recovered bodily her reason would not be restored, as she became delirious, and was screaming and calling out in a most pitiable manner. Latest advices say that under the skilful treatment of Dr Dowden, who has given the child unremitting attention, she has got over the delirious attack, and is fast recovering. She appears tired and stiff, but not otherwise any worse for her three and a half days' wandering.: [562, 34, 688, 611]
- port-subheading: PORT OF TIMARU.: [58, 56, 119, 64]
- egypt-agency: [REUTER'S TELEGRAMS.]: [854, 468, 931, 476]
- special-ads-heading: Special Advertisements: [318, 38, 395, 47]
- batsman-name: Wilding, b Lankham: [696, 300, 749, 307]
- night-heading: NIGHT.: [882, 334, 903, 342]
- cricket-subheading: THE ENGLISH CRICKETERS IN AUSTRALIA.: [579, 1002, 670, 1018]
- trains-leave-heading: TRAINS LEAVE TIMARU.: [182, 118, 263, 127]
- batsman-name: Extras: [696, 383, 713, 391]
- magisterial-continued-text: in that effect with the Chairman of the Committee. The evidence of the Chairman and the master having been heard the case was adjourned for 14 days, without costs.: [964, 34, 1090, 64]
- fashion-motto: Small Profits and Quick Returns.: [180, 1091, 265, 1099]
- spring-meeting-heading: DUNEDIN SPRING MEETING.: [849, 845, 936, 853]
- floods-heading: Floods Subsiding.: [735, 1023, 782, 1031]
- novelties-text: TENNIS HATS (Ladies') (Light and Graceful, all colors). STRAW HATS in the fashionable Straws and Leghorn Shapes. COSTUMES in Cashmere, Beiges, Ginghams, Print, &c.—All well-trimmed. CASHMERE DOLMANS. BROCHE, SILK, AND SATIN JACKETS and VISITES, Grand Value. CORSETS—800 Pair, all new, including Warner's Patent. CHENILLE CAPES and FICHUS. INDIAN MUSLIN, TIES AND SQUARES for the neck, quite new. Also 6 BALES CARPETS. 4 CASES FIRST QUALITY LINOLEUMS.: [294, 705, 419, 797]
- rangitiki-heading: EX RANGITIKI—: [331, 1066, 382, 1074]
- cricket-heading: CRICKET.: [595, 984, 654, 1000]
- score-row: [696, 376, 821, 384]
- batsman-name: Watson, run out: [696, 307, 737, 315]
- spring-meeting-text: The following is the continuation of Saturday's Dunedin race meetings:— GRAND STAND HANDICAP of 60 sovereigns; one mile. Mr Dodson's Miss King filly, 6st 2lb 1. Mr Coats' Nautilus, 7st 11lb 2. Violin, 7st 10lb (Gibson, 8st) 3. Stockflower, 5st 10lb, also ran. There was a magnificent race between the filly, Nautilus, and Violin, the filly winning by a head. Time—1min 49sec. Gilana and Nautilus were the favourites. MEMBERS' PLATE WELTER HANDICAP, a sweep of 3 sovs with 100 sovs added; seven furlongs. Messrs Mason and Vallance's Turquoise, 9st 4lb 1. Hon. G. McLean's Gitana, 8st 6lb 2. Mr Goodman's Success, 9st 6lb 3. Redgelure also ran. Turquoise was the favourite, and won by a length. Time—1 min 32sec.: [830, 857, 955, 986]
- score-row: [696, 483, 821, 491]
- turkish-ministry-heading: Turkish Ministry.: [736, 951, 781, 959]
- wood-smith-drapery: NEW DRAPERY!: [305, 203, 408, 246]
- score-row: [696, 490, 821, 498]
- score-row: [696, 338, 821, 346]
- local-mails-heading: LOCAL MAILS.: [53, 852, 124, 864]
- batsman-runs: 0: [817, 322, 821, 330]
- removal-heading: NOTICE OF REMOVAL.: [188, 826, 257, 834]
- total-value: 130: [811, 391, 821, 399]
- total-label: Total: [726, 391, 740, 399]
- divider: [976, 151, 1078, 152]
- temuka-bench: (Before S. D. Barker and J. Mendelson, Esqs.): [833, 1022, 952, 1030]
- eichbaum-trade: WHOLESALE & RETAIL DRUGGIST: [170, 237, 275, 245]
- newspaper-columns: [22, 34, 1094, 1546]
- australian-heading: AUSTRALIAN.: [725, 1076, 792, 1088]
- batsman-runs: 0: [817, 368, 821, 376]
- canterbury-scores-table: [696, 300, 821, 391]
- score-row: [696, 98, 821, 106]
- divider: [842, 825, 943, 826]
- coal-best: BEST NEWCASTLE COAL,: [308, 998, 405, 1024]
- score-row: [696, 330, 821, 338]
- dec-2-dateline: Dec. 2.: [749, 841, 768, 849]
